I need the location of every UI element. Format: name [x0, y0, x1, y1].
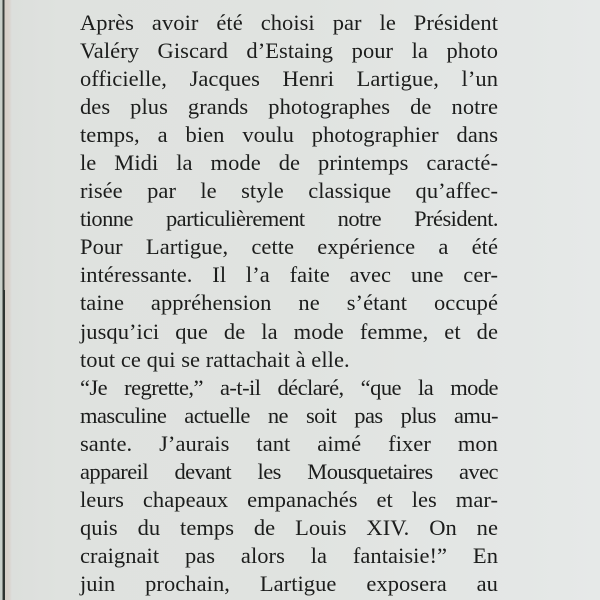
- article-line-quote-start: “Je regrette,” a-t-il déclaré, “que la mode: [80, 374, 498, 400]
- article-line: masculine actuelle ne soit pas plus amu-: [80, 402, 498, 428]
- article-line: temps, a bien voulu photographier dans: [80, 122, 498, 148]
- article-text-column: [80, 9, 498, 598]
- article-line: le Midi la mode de printemps caracté-: [80, 150, 498, 176]
- article-line: tionne particulièrement notre Président.: [80, 206, 498, 232]
- article-line: craignait pas alors la fantaisie!” En: [80, 542, 498, 568]
- article-line: appareil devant les Mousquetaires avec: [80, 458, 498, 484]
- article-line: Valéry Giscard d’Estaing pour la photo: [80, 38, 498, 64]
- article-line: taine appréhension ne s’étant occupé: [80, 290, 498, 316]
- article-line-paragraph-end: tout ce qui se rattachait à elle.: [80, 346, 350, 372]
- article-line: jusqu’ici que de la mode femme, et de: [80, 318, 498, 344]
- article-line: quis du temps de Louis XIV. On ne: [80, 514, 498, 540]
- article-line: des plus grands photographes de notre: [80, 94, 498, 120]
- article-line: intéressante. Il l’a faite avec une cer-: [80, 262, 498, 288]
- article-line: juin prochain, Lartigue exposera au: [80, 570, 498, 596]
- article-line: leurs chapeaux empanachés et les mar-: [80, 486, 498, 512]
- article-line: risée par le style classique qu’affec-: [80, 178, 498, 204]
- article-line: officielle, Jacques Henri Lartigue, l’un: [80, 66, 498, 92]
- page-edge-rule: [3, 290, 5, 600]
- article-line: Pour Lartigue, cette expérience a été: [80, 234, 498, 260]
- article-line: Après avoir été choisi par le Président: [80, 10, 498, 35]
- article-line: sante. J’aurais tant aimé fixer mon: [80, 430, 498, 456]
